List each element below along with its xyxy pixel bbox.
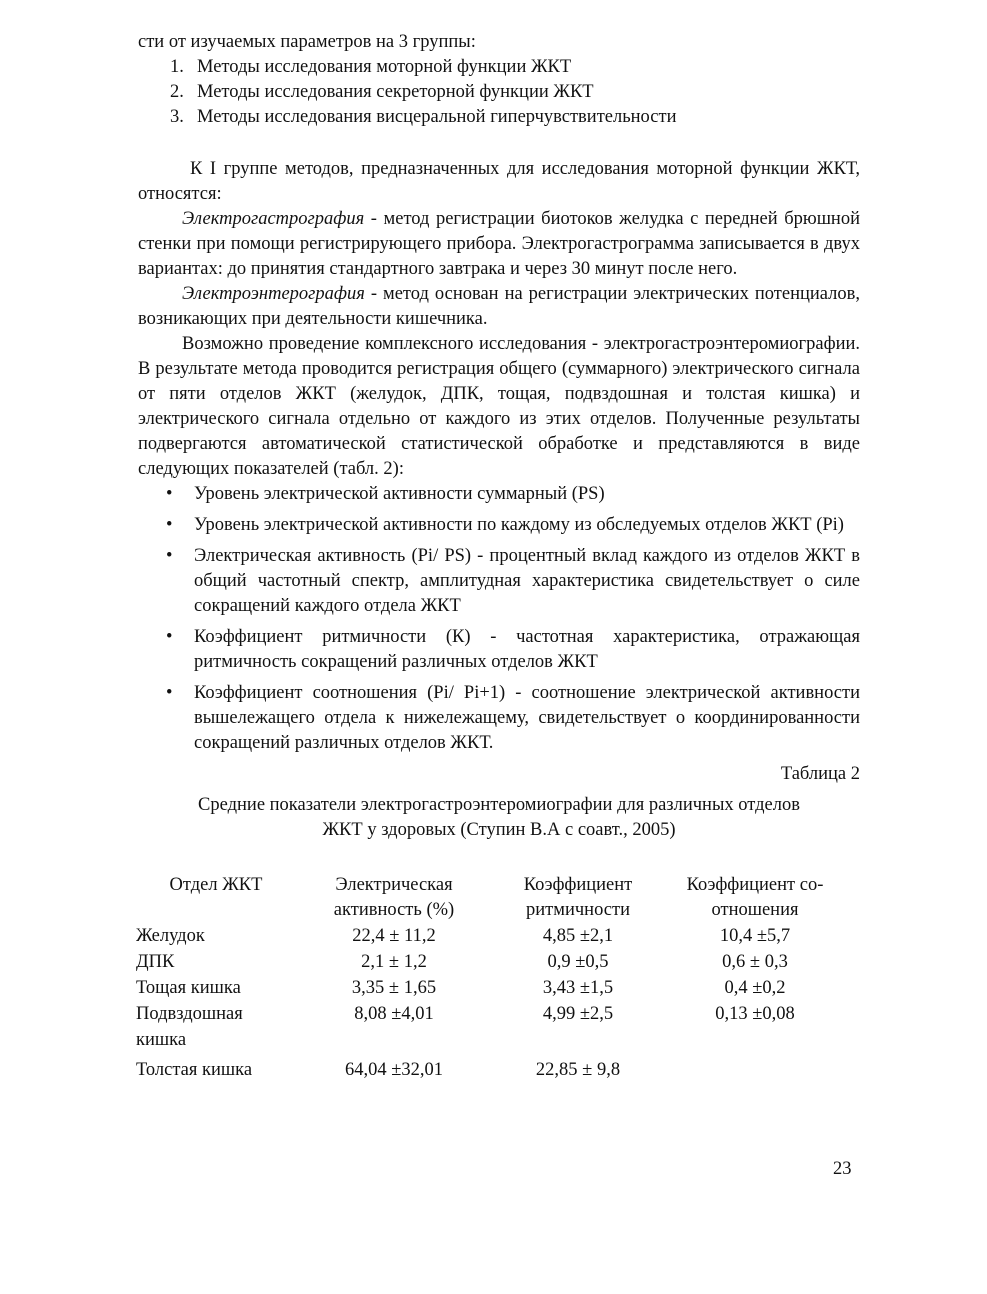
table-row xyxy=(136,923,846,949)
list-item xyxy=(138,80,860,105)
list-item xyxy=(138,482,860,507)
cell-rhythm: 3,43 ±1,5 xyxy=(542,978,614,998)
header-dept xyxy=(136,873,296,923)
bullet-text: Электрическая активность (Pi/ PS) - процентный вклад каждого из отделов ЖКТ в общий частотный спектр, амплитудная характеристика свидетельствует о силе сокращений каждого отдела ЖКТ xyxy=(194,546,860,616)
header-activity-line1: Электрическая xyxy=(335,875,453,895)
bullet-text: Коэффициент соотношения (Pi/ Pi+1) - соотношение электрической активности вышележащего отдела к нижележащему, свидетельствует о координированности сокращений различных отделов ЖКТ. xyxy=(194,683,860,753)
list-number: 3. xyxy=(170,107,184,127)
indicators-list xyxy=(138,482,860,756)
cell-rhythm: 0,9 ±0,5 xyxy=(547,952,609,972)
bullet-text: Уровень электрической активности по каждому из обследуемых отделов ЖКТ (Pi) xyxy=(194,515,844,535)
cell-activity: 22,4 ± 11,2 xyxy=(352,926,436,946)
list-text: Методы исследования секреторной функции ЖКТ xyxy=(197,82,594,102)
table-caption-line2: ЖКТ у здоровых (Ступин В.А с соавт., 2005) xyxy=(322,820,676,840)
table-caption-line1: Средние показатели электрогастроэнтеромиографии для различных отделов xyxy=(198,795,800,815)
bullet-symbol: • xyxy=(166,484,173,504)
list-item xyxy=(138,625,860,675)
paragraph-eeg xyxy=(138,282,860,332)
cell-dept: Тощая кишка xyxy=(136,978,241,998)
table-header-row xyxy=(136,873,846,923)
cell-dept: Толстая кишка xyxy=(136,1060,253,1080)
list-text: Методы исследования висцеральной гиперчувствительности xyxy=(197,107,677,127)
cell-dept-line1: Подвздошная xyxy=(136,1004,243,1024)
cell-rhythm: 4,99 ±2,5 xyxy=(542,1004,614,1024)
table-caption xyxy=(138,793,860,843)
list-item xyxy=(138,55,860,80)
cell-rhythm: 4,85 ±2,1 xyxy=(542,926,614,946)
term-egg: Электрогастрография xyxy=(182,209,365,229)
bullet-text: Уровень электрической активности суммарный (PS) xyxy=(194,484,605,504)
list-text: Методы исследования моторной функции ЖКТ xyxy=(197,57,572,77)
cell-ratio xyxy=(664,1053,846,1083)
cell-dept-line2: кишка xyxy=(136,1030,187,1050)
text-eeg: - метод основан на регистрации электрических потенциалов, возникающих при деятельности кишечника. xyxy=(138,284,860,329)
list-item xyxy=(138,544,860,619)
cell-ratio: 0,6 ± 0,3 xyxy=(722,952,788,972)
intro-line: сти от изучаемых параметров на 3 группы: xyxy=(138,32,476,52)
cell-activity: 64,04 ±32,01 xyxy=(344,1060,444,1080)
cell-dept: Желудок xyxy=(136,926,205,946)
paragraph-group1: К I группе методов, предназначенных для исследования моторной функции ЖКТ, относятся: xyxy=(138,159,860,204)
table-row xyxy=(136,975,846,1001)
header-rhythm-line1: Коэффициент xyxy=(523,875,633,895)
table-row xyxy=(136,1053,846,1083)
table-row xyxy=(136,949,846,975)
text-egg: - метод регистрации биотоков желудка с передней брюшной стенки при помощи регистрирующего прибора. Электрогастрограмма записывается в двух вариантах: до принятия стандартного завтрака и через 30 минут после него. xyxy=(138,209,860,279)
table-label: Таблица 2 xyxy=(780,764,860,784)
header-rhythm-line2: ритмичности xyxy=(526,900,630,920)
header-ratio-line1: Коэффициент со- xyxy=(686,875,824,895)
header-rhythm xyxy=(492,873,664,923)
list-item xyxy=(138,681,860,756)
list-number: 2. xyxy=(170,82,184,102)
page-content xyxy=(138,30,860,1083)
paragraph-egg xyxy=(138,207,860,282)
cell-dept xyxy=(136,1001,296,1053)
list-item xyxy=(138,105,860,130)
page-number: 23 xyxy=(833,1159,852,1179)
list-number: 1. xyxy=(170,57,184,77)
list-item xyxy=(138,513,860,538)
method-groups-list xyxy=(138,55,860,130)
bullet-text: Коэффициент ритмичности (К) - частотная характеристика, отражающая ритмичность сокращений различных отделов ЖКТ xyxy=(194,627,860,672)
header-activity-line2: активность (%) xyxy=(333,900,455,920)
header-dept-line1: Отдел ЖКТ xyxy=(169,875,263,895)
cell-activity: 2,1 ± 1,2 xyxy=(361,952,427,972)
bullet-symbol: • xyxy=(166,683,173,703)
cell-ratio: 0,4 ±0,2 xyxy=(724,978,786,998)
bullet-symbol: • xyxy=(166,546,173,566)
bullet-symbol: • xyxy=(166,627,173,647)
cell-rhythm: 22,85 ± 9,8 xyxy=(535,1060,621,1080)
table-row xyxy=(136,1001,846,1053)
cell-ratio: 10,4 ±5,7 xyxy=(719,926,791,946)
cell-dept: ДПК xyxy=(136,952,175,972)
paragraph-complex: Возможно проведение комплексного исследования - электрогастроэнтеромиографии. В результате метода проводится регистрация общего (суммарного) электрического сигнала от пяти отделов ЖКТ (желудок, ДПК, тощая, подвздошная и толстая кишка) и электрического сигнала отдельно от каждого из этих отделов. Полученные результаты подвергаются автоматической статистической обработке и представляются в виде следующих показателей (табл. 2): xyxy=(138,334,860,479)
term-eeg: Электроэнтерография xyxy=(182,284,365,304)
header-activity xyxy=(296,873,492,923)
header-ratio-line2: отношения xyxy=(711,900,799,920)
cell-ratio: 0,13 ±0,08 xyxy=(715,1004,795,1024)
cell-activity: 8,08 ±4,01 xyxy=(354,1004,434,1024)
cell-activity: 3,35 ± 1,65 xyxy=(351,978,437,998)
data-table xyxy=(136,873,846,1083)
header-ratio xyxy=(664,873,846,923)
bullet-symbol: • xyxy=(166,515,173,535)
